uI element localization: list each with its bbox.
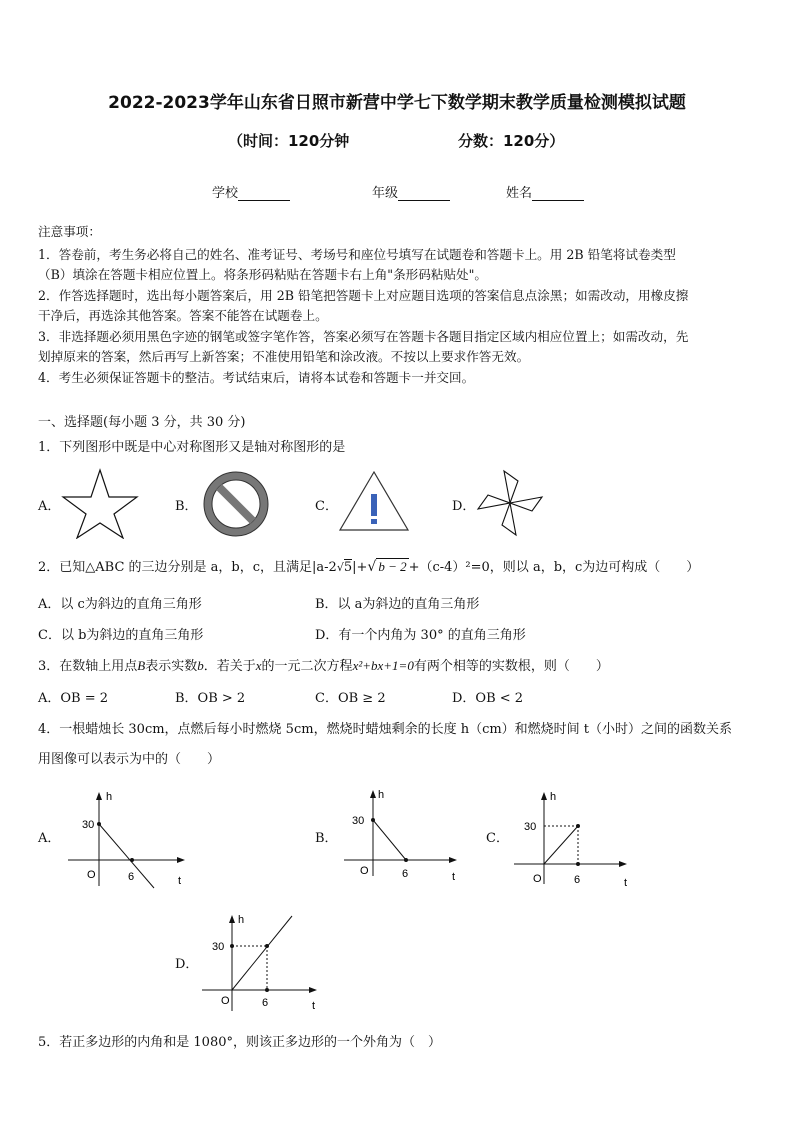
svg-text:30: 30 bbox=[524, 821, 537, 833]
graph-c bbox=[512, 788, 637, 890]
svg-text:h: h bbox=[550, 791, 557, 803]
q3-option-b: B．OB > 2 bbox=[175, 691, 246, 706]
svg-text:6: 6 bbox=[128, 871, 135, 883]
question-2-stem: 2．已知△ABC 的三边分别是 a，b，c，且满足|a-2√5|+√ b − 2 +（c-4）²=0，则以 a，b，c为边可构成（ ） bbox=[38, 559, 700, 575]
note-line: 4．考生必须保证答题卡的整洁。考试结束后，请将本试卷和答题卡一并交回。 bbox=[38, 370, 475, 385]
svg-text:6: 6 bbox=[402, 868, 409, 880]
graph-a bbox=[66, 788, 191, 890]
q4-option-c-label: C． bbox=[486, 831, 509, 846]
pinwheel-icon bbox=[474, 467, 546, 539]
q2-option-b: B．以 a为斜边的直角三角形 bbox=[315, 597, 480, 612]
q3-option-d: D．OB < 2 bbox=[452, 691, 524, 706]
q3-option-c: C．OB ≥ 2 bbox=[315, 691, 386, 706]
svg-text:O: O bbox=[360, 865, 369, 877]
page-title: 2022-2023学年山东省日照市新营中学七下数学期末教学质量检测模拟试题 bbox=[108, 93, 686, 113]
graph-d bbox=[200, 911, 325, 1013]
note-line: 3．非选择题必须用黑色字迹的钢笔或签字笔作答，答案必须写在答题卡各题目指定区域内相应位置上；如需改动，先 bbox=[38, 329, 689, 344]
svg-text:30: 30 bbox=[82, 819, 95, 831]
question-1-stem: 1．下列图形中既是中心对称图形又是轴对称图形的是 bbox=[38, 440, 346, 455]
prohibition-icon bbox=[201, 469, 271, 539]
q4-option-a-label: A． bbox=[38, 831, 61, 846]
note-line: 干净后，再选涂其他答案。答案不能答在试题卷上。 bbox=[38, 308, 328, 323]
exam-time: （时间：120分钟 bbox=[228, 132, 350, 150]
q4-option-b-label: B． bbox=[315, 831, 338, 846]
question-5-stem: 5．若正多边形的内角和是 1080°，则该正多边形的一个外角为（ ） bbox=[38, 1035, 441, 1050]
note-line: 划掉原来的答案，然后再写上新答案；不准使用铅笔和涂改液。不按以上要求作答无效。 bbox=[38, 349, 530, 364]
note-line: 1．答卷前，考生务必将自己的姓名、准考证号、考场号和座位号填写在试题卷和答题卡上。用 2B 铅笔将试卷类型 bbox=[38, 247, 676, 262]
svg-text:O: O bbox=[87, 869, 96, 881]
svg-text:t: t bbox=[178, 875, 182, 887]
svg-text:h: h bbox=[378, 789, 385, 801]
q1-option-b-label: B． bbox=[175, 499, 198, 514]
notes-heading: 注意事项： bbox=[38, 224, 101, 239]
svg-text:6: 6 bbox=[574, 874, 581, 886]
star-icon bbox=[60, 467, 140, 539]
svg-text:30: 30 bbox=[212, 941, 225, 953]
svg-text:h: h bbox=[106, 791, 113, 803]
q2-option-d: D．有一个内角为 30° 的直角三角形 bbox=[315, 628, 526, 643]
section-heading: 一、选择题(每小题 3 分，共 30 分) bbox=[38, 415, 246, 430]
svg-text:30: 30 bbox=[352, 815, 365, 827]
warning-triangle-icon bbox=[338, 470, 410, 532]
note-line: （B）填涂在答题卡相应位置上。将条形码粘贴在答题卡右上角"条形码粘贴处"。 bbox=[38, 267, 488, 282]
q1-option-a-label: A． bbox=[38, 499, 61, 514]
q2-option-a: A．以 c为斜边的直角三角形 bbox=[38, 597, 202, 612]
q1-option-d-label: D． bbox=[452, 499, 476, 514]
q3-option-a: A．OB = 2 bbox=[38, 691, 109, 706]
svg-text:t: t bbox=[452, 871, 456, 883]
question-4-line1: 4．一根蜡烛长 30cm，点燃后每小时燃烧 5cm，燃烧时蜡烛剩余的长度 h（cm）和燃烧时间 t（小时）之间的函数关系 bbox=[38, 722, 733, 737]
svg-text:t: t bbox=[624, 877, 628, 889]
question-3-stem: 3．在数轴上用点B表示实数b．若关于x的一元二次方程x²+bx+1=0有两个相等的实数根，则（ ） bbox=[38, 658, 609, 674]
svg-text:t: t bbox=[312, 1000, 316, 1012]
note-line: 2．作答选择题时，选出每小题答案后，用 2B 铅笔把答题卡上对应题目选项的答案信息点涂黑；如需改动，用橡皮擦 bbox=[38, 288, 689, 303]
svg-text:h: h bbox=[238, 914, 245, 926]
q2-option-c: C．以 b为斜边的直角三角形 bbox=[38, 628, 204, 643]
exam-score: 分数：120分） bbox=[458, 132, 565, 150]
svg-text:6: 6 bbox=[262, 997, 269, 1009]
grade-field: 年级 bbox=[372, 182, 450, 201]
graph-b bbox=[342, 784, 467, 886]
q1-option-c-label: C． bbox=[315, 499, 338, 514]
name-field: 姓名 bbox=[506, 182, 584, 201]
q4-option-d-label: D． bbox=[175, 957, 199, 972]
school-field: 学校 bbox=[212, 182, 290, 201]
svg-text:O: O bbox=[221, 995, 230, 1007]
question-4-line2: 用图像可以表示为中的（ ） bbox=[38, 752, 221, 767]
svg-text:O: O bbox=[533, 873, 542, 885]
